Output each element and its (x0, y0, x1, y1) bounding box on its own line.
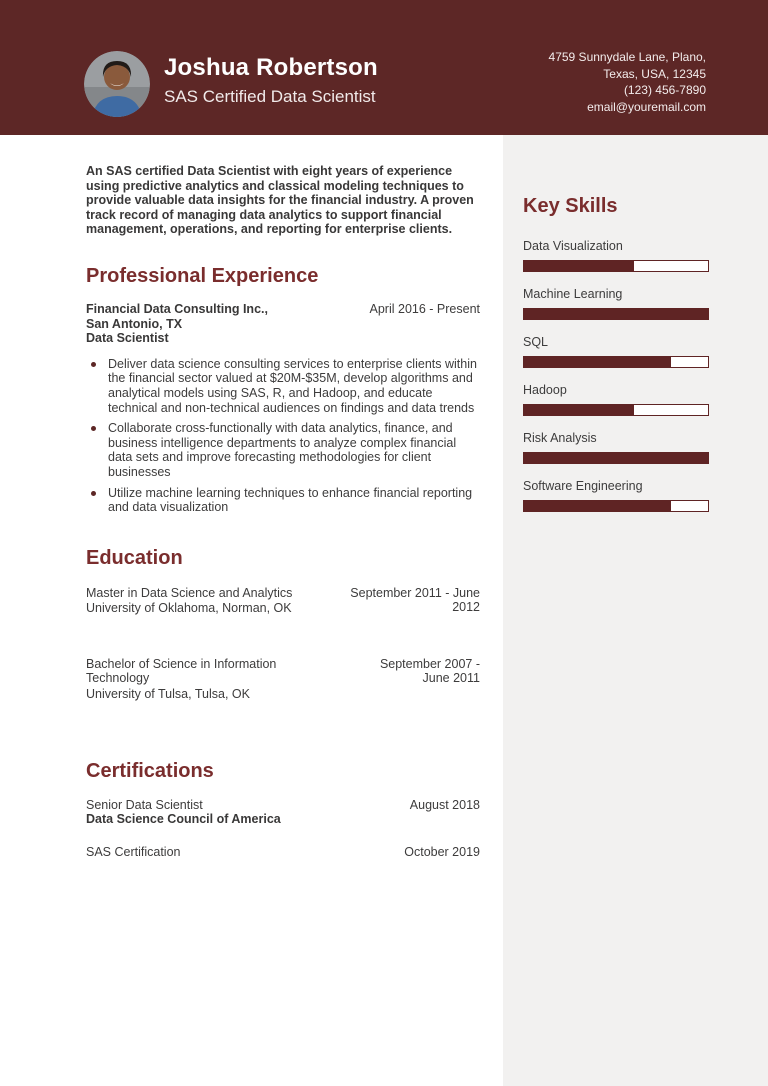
job-dates: April 2016 - Present (369, 301, 480, 316)
bullet-text: Deliver data science consulting services to enterprise clients within the financial sector valued at $20M-$35M, develop algorithms and analytical models using SAS, R, and Hadoop, and educate technical and non-technical audiences on findings and data trends (108, 356, 477, 415)
profile-photo-illustration (84, 51, 150, 117)
main-column (86, 164, 480, 859)
skill-bar-fill (524, 453, 708, 463)
education-details (86, 586, 338, 616)
skill-item (523, 334, 746, 368)
education-entry (86, 586, 480, 616)
bullet-dot-icon (91, 426, 96, 431)
certification-dates: October 2019 (404, 844, 480, 859)
header-banner (0, 0, 768, 135)
education-dates: September 2011 - June 2012 (350, 585, 480, 615)
education-degree: Bachelor of Science in Information Technology (86, 656, 277, 686)
skill-bar-fill (524, 357, 671, 367)
job-bullet (86, 357, 480, 415)
certification-entry (86, 845, 480, 860)
skill-item (523, 478, 746, 512)
contact-address-line1: 4759 Sunnydale Lane, Plano, (548, 50, 706, 64)
bullet-text: Utilize machine learning techniques to enhance financial reporting and data visualization (108, 485, 473, 515)
skill-label: Software Engineering (523, 479, 643, 493)
profile-photo (84, 51, 150, 117)
job-company-location-role (86, 302, 338, 346)
skill-label: Data Visualization (523, 239, 623, 253)
education-heading: Education (86, 546, 183, 569)
skill-label: Machine Learning (523, 287, 623, 301)
contact-info (549, 49, 706, 115)
skill-bar (523, 452, 709, 464)
job-role: Data Scientist (86, 331, 169, 346)
contact-phone: (123) 456-7890 (623, 83, 706, 97)
job-company: Financial Data Consulting Inc., (86, 301, 268, 316)
skill-bar (523, 356, 709, 368)
certification-entry (86, 798, 480, 827)
skill-item (523, 286, 746, 320)
skill-bar (523, 500, 709, 512)
key-skills-heading: Key Skills (523, 195, 618, 217)
certification-dates: August 2018 (409, 797, 480, 812)
professional-summary: An SAS certified Data Scientist with eight years of experience using predictive analytics and classical modeling techniques to provide valuable data insights for the financial industry. A proven track record of managing data analytics to support financial management, operations, and reporting for enterprise clients. (86, 164, 474, 237)
skill-bar-fill (524, 405, 634, 415)
candidate-name: Joshua Robertson (164, 54, 378, 81)
identity-block (164, 54, 378, 109)
education-entry (86, 657, 480, 702)
experience-heading: Professional Experience (86, 264, 319, 287)
certification-name: SAS Certification (86, 844, 181, 859)
bullet-text: Collaborate cross-functionally with data analytics, finance, and business intelligence departments to analyze complex financial data sets and improve forecasting methodologies for client businesses (108, 421, 457, 479)
certifications-heading: Certifications (86, 759, 214, 782)
education-dates: September 2007 - June 2011 (379, 656, 480, 686)
job-bullet (86, 486, 480, 515)
skill-item (523, 430, 746, 464)
job-bullet-list (86, 357, 480, 515)
skills-sidebar (503, 135, 768, 1086)
skill-label: Risk Analysis (523, 431, 597, 445)
skill-bar-fill (524, 501, 671, 511)
job-bullet (86, 421, 480, 479)
skill-label: SQL (523, 335, 549, 349)
bullet-dot-icon (91, 491, 96, 496)
education-school: University of Oklahoma, Norman, OK (86, 601, 292, 616)
skill-bar-fill (524, 309, 708, 319)
skill-bar (523, 260, 709, 272)
education-details (86, 657, 286, 702)
certification-issuer: Data Science Council of America (86, 812, 281, 827)
candidate-title: SAS Certified Data Scientist (164, 87, 376, 106)
skill-label: Hadoop (523, 383, 567, 397)
skill-bar (523, 404, 709, 416)
contact-email: email@youremail.com (587, 99, 706, 114)
skill-bar (523, 308, 709, 320)
job-entry (86, 302, 480, 515)
certification-details (86, 798, 338, 827)
education-degree: Master in Data Science and Analytics (86, 585, 293, 600)
contact-address-line2: Texas, USA, 12345 (603, 66, 706, 81)
job-location: San Antonio, TX (86, 316, 183, 331)
certification-name: Senior Data Scientist (86, 797, 203, 812)
skill-item (523, 382, 746, 416)
education-school: University of Tulsa, Tulsa, OK (86, 687, 250, 702)
skill-item (523, 238, 746, 272)
skill-bar-fill (524, 261, 634, 271)
bullet-dot-icon (91, 362, 96, 367)
certification-details (86, 845, 338, 860)
